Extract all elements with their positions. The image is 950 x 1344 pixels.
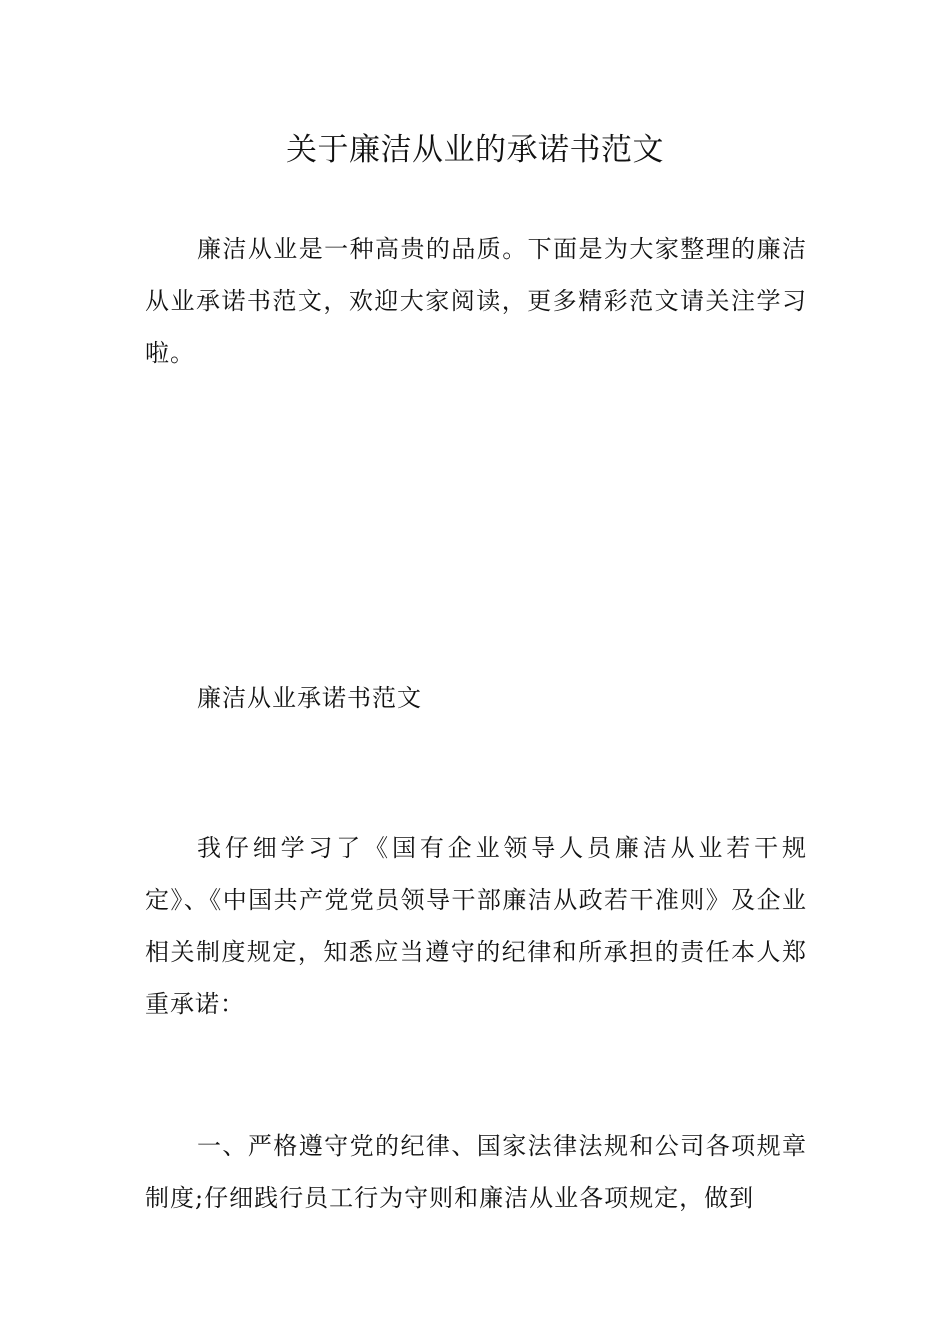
pledge-paragraph: 我仔细学习了《国有企业领导人员廉洁从业若干规定》、《中国共产党党员领导干部廉洁从政若干准则》及企业相关制度规定，知悉应当遵守的纪律和所承担的责任本人郑重承诺： xyxy=(145,834,807,1018)
document-title: 关于廉洁从业的承诺书范文 xyxy=(286,132,664,168)
section-heading: 廉洁从业承诺书范文 xyxy=(197,684,422,712)
pledge-item-1: 一、严格遵守党的纪律、国家法律法规和公司各项规章制度;仔细践行员工行为守则和廉洁从业各项规定，做到 xyxy=(145,1132,807,1212)
intro-paragraph: 廉洁从业是一种高贵的品质。下面是为大家整理的廉洁从业承诺书范文，欢迎大家阅读，更多精彩范文请关注学习啦。 xyxy=(145,235,807,367)
